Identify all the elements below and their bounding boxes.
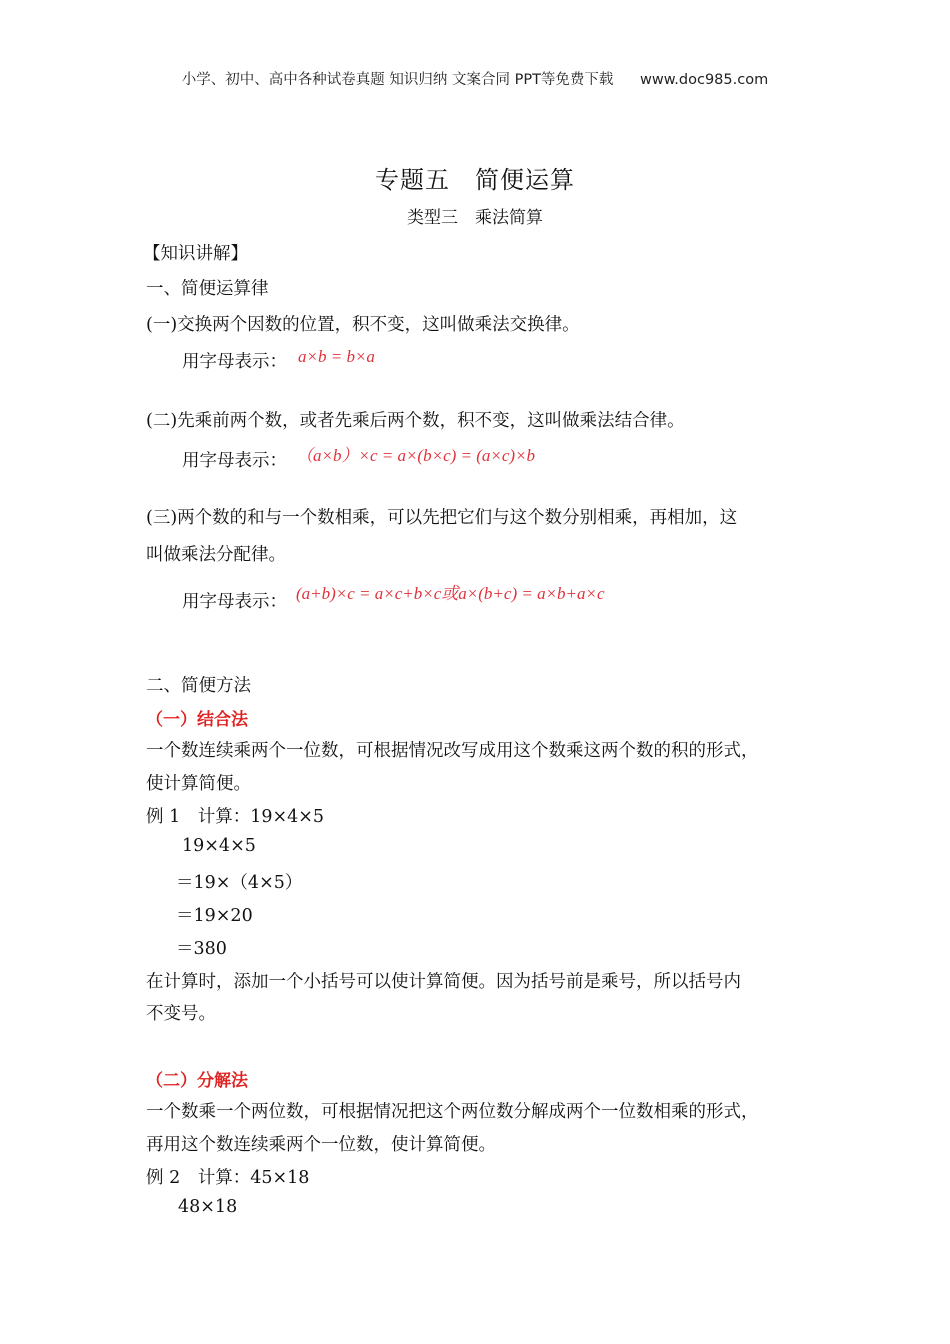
method2-desc-line2: 再用这个数连续乘两个一位数，使计算简便。 (146, 1135, 496, 1155)
page-title: 专题五 简便运算 (375, 166, 575, 194)
example2-title: 例 2 计算：45×18 (146, 1168, 310, 1188)
header-text: 小学、初中、高中各种试卷真题 知识归纳 文案合同 PPT等免费下载 (181, 72, 614, 88)
method1-desc-line2: 使计算简便。 (146, 774, 251, 794)
example1-step: ＝380 (176, 939, 227, 959)
example1-step: ＝19×（4×5） (176, 873, 303, 893)
law2-text: (二)先乘前两个数，或者先乘后两个数，积不变，这叫做乘法结合律。 (146, 411, 685, 431)
header-site: www.doc985.com (640, 72, 769, 88)
law3-formula: (a+b)×c = a×c+b×c或a×(b+c) = a×b+a×c (296, 584, 605, 603)
method1-title: （一）结合法 (146, 710, 248, 730)
section-knowledge-heading: 【知识讲解】 (143, 244, 248, 264)
section1-heading: 一、简便运算律 (146, 279, 269, 299)
method1-note-line2: 不变号。 (146, 1004, 216, 1024)
law1-formula: a×b = b×a (298, 347, 375, 366)
law1-label: 用字母表示： (182, 352, 287, 372)
method1-desc-line1: 一个数连续乘两个一位数，可根据情况改写成用这个数乘这两个数的积的形式， (146, 741, 759, 761)
page-header (0, 68, 950, 89)
law3-text-line1: (三)两个数的和与一个数相乘，可以先把它们与这个数分别相乘，再相加，这 (146, 508, 738, 528)
law2-label: 用字母表示： (182, 451, 287, 471)
section2-heading: 二、简便方法 (146, 676, 251, 696)
example1-title: 例 1 计算：19×4×5 (146, 807, 325, 827)
example1-step: 19×4×5 (182, 836, 256, 856)
law1-text: (一)交换两个因数的位置，积不变，这叫做乘法交换律。 (146, 315, 580, 335)
method2-desc-line1: 一个数乘一个两位数，可根据情况把这个两位数分解成两个一位数相乘的形式， (146, 1102, 759, 1122)
law3-label: 用字母表示： (182, 592, 287, 612)
example1-step: ＝19×20 (176, 906, 253, 926)
example2-step: 48×18 (178, 1197, 238, 1217)
method2-title: （二）分解法 (146, 1071, 248, 1091)
law3-text-line2: 叫做乘法分配律。 (146, 545, 286, 565)
method1-note-line1: 在计算时，添加一个小括号可以使计算简便。因为括号前是乘号，所以括号内 (146, 972, 741, 992)
page-subtitle: 类型三 乘法简算 (407, 208, 543, 228)
law2-formula: （a×b）×c = a×(b×c) = (a×c)×b (296, 446, 536, 465)
